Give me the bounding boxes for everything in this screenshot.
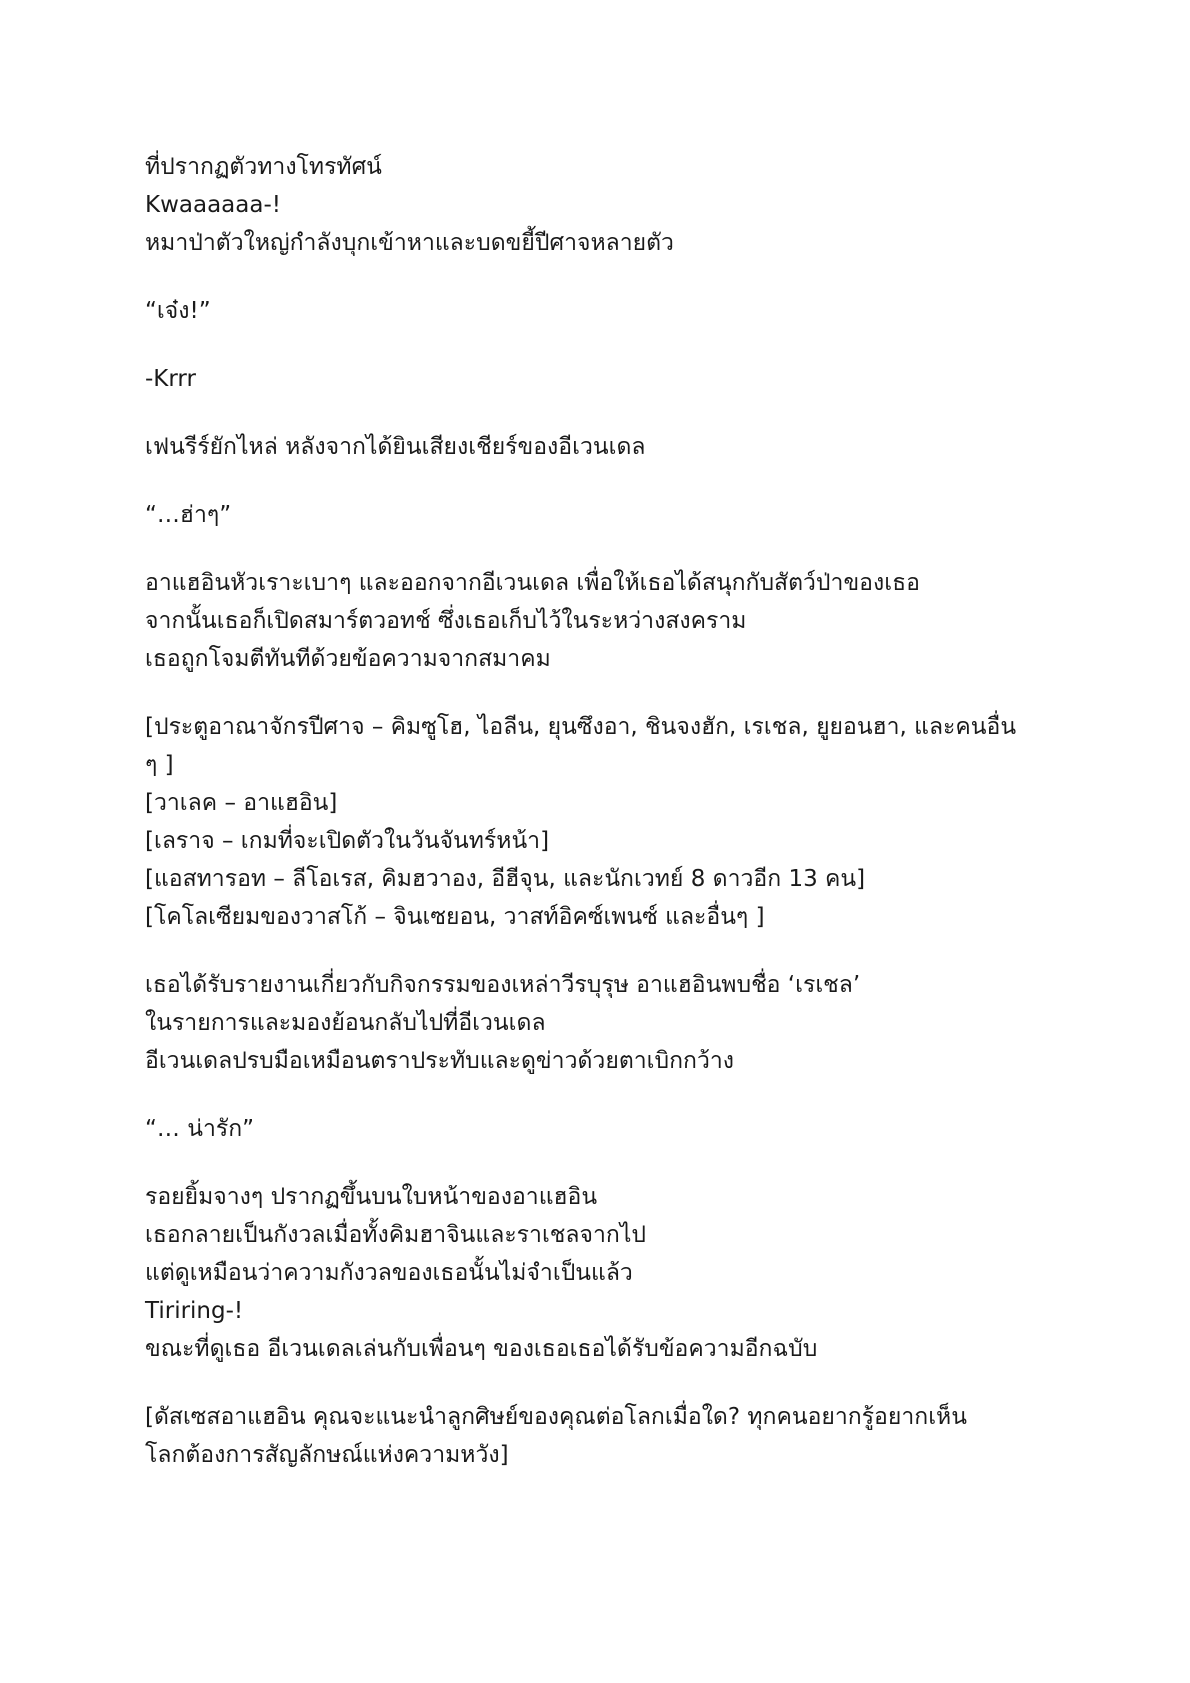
text-line: เธอถูกโจมตีทันทีด้วยข้อความจากสมาคม — [145, 646, 551, 672]
text-line: รอยยิ้มจางๆ ปรากฏขึ้นบนใบหน้าของอาแฮอิน — [145, 1184, 598, 1210]
paragraph — [145, 148, 1065, 262]
message-line: [วาเลค – อาแฮอิน] — [145, 790, 338, 816]
text-line: หมาป่าตัวใหญ่กำลังบุกเข้าหาและบดขยี้ปีศาจหลายตัว — [145, 230, 674, 256]
text-line: เธอกลายเป็นกังวลเมื่อทั้งคิมฮาจินและราเชลจากไป — [145, 1222, 646, 1248]
text-line: อีเวนเดลปรบมือเหมือนตราประทับและดูข่าวด้วยตาเบิกกว้าง — [145, 1048, 735, 1074]
message-line: โลกต้องการสัญลักษณ์แห่งความหวัง] — [145, 1442, 509, 1468]
paragraph — [145, 564, 1065, 678]
message-line: [ดัสเซสอาแฮอิน คุณจะแนะนำลูกศิษย์ของคุณต่อโลกเมื่อใด? ทุกคนอยากรู้อยากเห็น — [145, 1404, 967, 1430]
dialogue-line: “เจ๋ง!” — [145, 298, 211, 324]
paragraph — [145, 496, 1065, 534]
sound-effect-line: -Krrr — [145, 366, 196, 392]
message-block — [145, 1398, 1065, 1474]
dialogue-line: “… น่ารัก” — [145, 1116, 255, 1142]
text-line: จากนั้นเธอก็เปิดสมาร์ตวอทช์ ซึ่งเธอเก็บไว้ในระหว่างสงคราม — [145, 608, 747, 634]
message-line: [ประตูอาณาจักรปีศาจ – คิมซูโฮ, ไอลีน, ยุนซึงอา, ชินจงฮัก, เรเชล, ยูยอนฮา, และคนอื่น — [145, 714, 1017, 740]
paragraph — [145, 428, 1065, 466]
text-line: Kwaaaaaa-! — [145, 192, 281, 218]
text-line: เธอได้รับรายงานเกี่ยวกับกิจกรรมของเหล่าวีรบุรุษ อาแฮอินพบชื่อ ‘เรเชล’ — [145, 972, 861, 998]
paragraph — [145, 966, 1065, 1080]
text-line: แต่ดูเหมือนว่าความกังวลของเธอนั้นไม่จำเป็นแล้ว — [145, 1260, 633, 1286]
text-line: ขณะที่ดูเธอ อีเวนเดลเล่นกับเพื่อนๆ ของเธอเธอได้รับข้อความอีกฉบับ — [145, 1336, 818, 1362]
message-list — [145, 708, 1065, 936]
paragraph — [145, 360, 1065, 398]
message-line: [โคโลเซียมของวาสโก้ – จินเซยอน, วาสท์อิคซ์เพนซ์ และอื่นๆ ] — [145, 904, 765, 930]
text-line: เฟนรีร์ยักไหล่ หลังจากได้ยินเสียงเชียร์ของอีเวนเดล — [145, 434, 646, 460]
text-line: อาแฮอินหัวเราะเบาๆ และออกจากอีเวนเดล เพื่อให้เธอได้สนุกกับสัตว์ป่าของเธอ — [145, 570, 920, 596]
document-body — [145, 148, 1065, 1504]
message-line: [แอสทารอท – ลีโอเรส, คิมฮวาอง, อีฮีจุน, และนักเวทย์ 8 ดาวอีก 13 คน] — [145, 866, 866, 892]
paragraph — [145, 1110, 1065, 1148]
paragraph — [145, 292, 1065, 330]
dialogue-line: “…ฮ่าๆ” — [145, 502, 232, 528]
sound-effect-line: Tiriring-! — [145, 1298, 244, 1324]
message-line: ๆ ] — [145, 752, 174, 778]
text-line: ในรายการและมองย้อนกลับไปที่อีเวนเดล — [145, 1010, 546, 1036]
paragraph — [145, 1178, 1065, 1368]
text-line: ที่ปรากฏตัวทางโทรทัศน์ — [145, 154, 382, 180]
message-line: [เลราจ – เกมที่จะเปิดตัวในวันจันทร์หน้า] — [145, 828, 550, 854]
